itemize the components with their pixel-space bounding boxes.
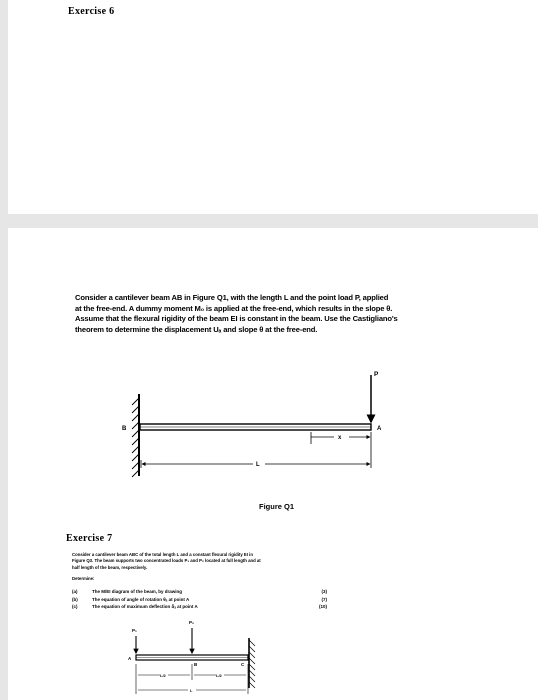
- item-label: (b): [72, 596, 78, 602]
- item-text: The equation of angle of rotation θₐ at point A: [92, 596, 190, 602]
- paragraph-line: Consider a cantilever beam ABC of the total length L and a constant flexural rigidity EI in: [72, 552, 253, 557]
- item-label: (c): [72, 604, 78, 610]
- document-page-2: [8, 228, 538, 700]
- document-page-1: [8, 0, 538, 214]
- figure-q1-caption: Figure Q1: [259, 502, 295, 511]
- item-text: The equation of maximum deflection δₐ at point A: [92, 604, 198, 610]
- item-marks: (3): [321, 589, 327, 594]
- paragraph-line: at the free-end. A dummy moment M₀ is applied at the free-end, which results in the slope θ.: [75, 303, 393, 313]
- label-l-q3: L: [190, 688, 193, 693]
- label-p: P: [374, 371, 379, 378]
- paragraph-line: Assume that the flexural rigidity of the beam EI is constant in the beam. Use the Castigliano's: [75, 314, 398, 324]
- label-p2: P₂: [189, 620, 195, 625]
- determine-label: Determine:: [72, 576, 95, 581]
- paragraph-line: half length of the beam, respectively.: [72, 564, 148, 570]
- paragraph-line: Figure Q3. The beam supports two concentrated loads P₁ and P₂ located at full length and at: [72, 558, 261, 564]
- item-marks: (7): [321, 596, 327, 602]
- label-half-l-2: L/2: [216, 673, 222, 678]
- exercise-6-title: Exercise 6: [68, 6, 115, 17]
- paragraph-line: theorem to determine the displacement Uₐ and slope θ at the free-end.: [75, 324, 318, 334]
- item-label: (a): [72, 589, 78, 594]
- exercise-7-title: Exercise 7: [66, 533, 113, 544]
- label-b: B: [122, 426, 127, 432]
- label-half-l-1: L/2: [160, 673, 166, 678]
- label-l: L: [256, 462, 260, 468]
- item-marks: (10): [318, 604, 327, 610]
- paragraph-line: Consider a cantilever beam AB in Figure Q1, with the length L and the point load P, applied: [75, 293, 389, 302]
- label-x: x: [338, 435, 342, 441]
- figure-q3-diagram: [8, 228, 538, 700]
- item-text: The M/EI diagram of the beam, by drawing: [92, 589, 183, 594]
- label-a: A: [377, 426, 382, 432]
- label-c-q3: C: [241, 662, 245, 667]
- wall-c-hatching: [249, 640, 255, 688]
- label-a-q3: A: [128, 656, 132, 661]
- label-b-q3: B: [194, 662, 198, 667]
- label-p1: P₁: [132, 628, 137, 633]
